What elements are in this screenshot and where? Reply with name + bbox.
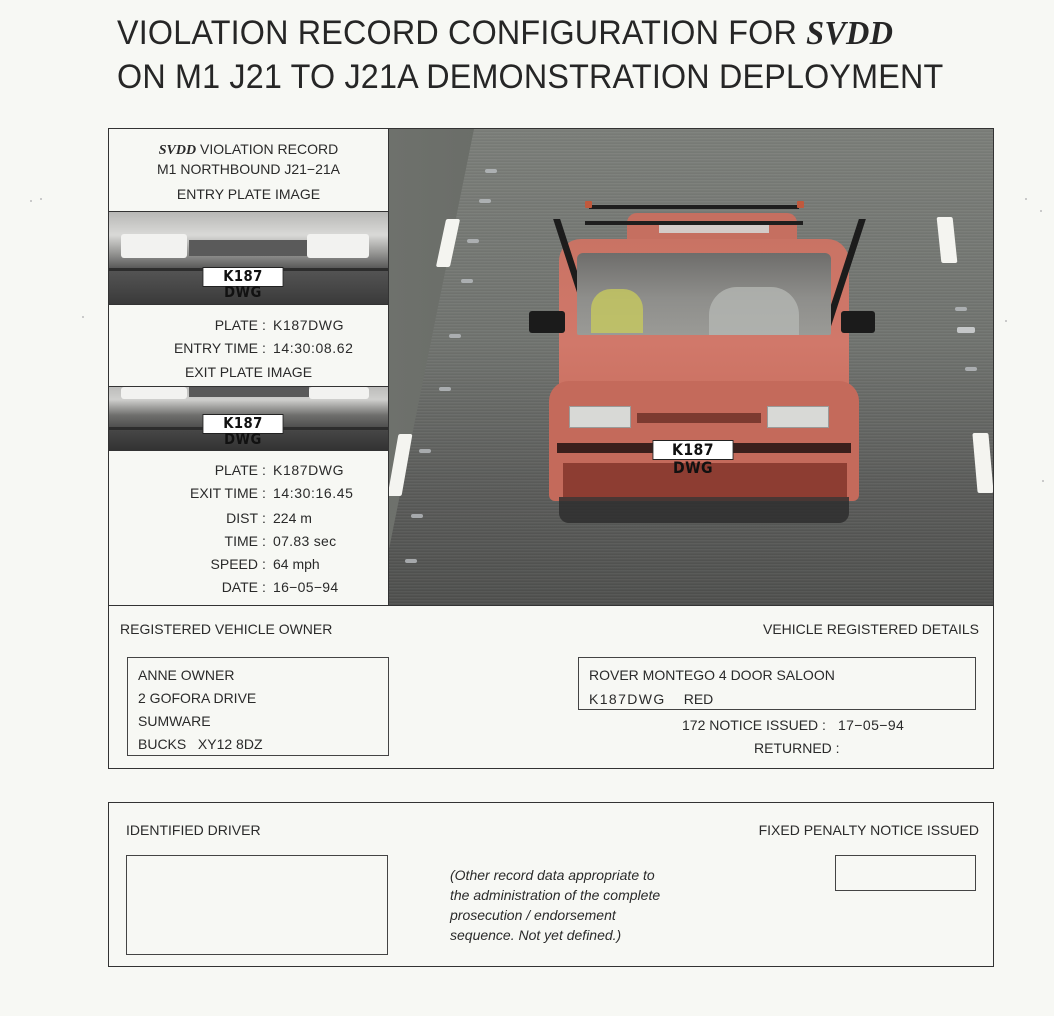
exit-plate-image: [109, 386, 388, 451]
colon: :: [262, 340, 266, 356]
headlamp-left: [121, 234, 187, 258]
owner-name: ANNE OWNER: [138, 667, 235, 683]
headlamp-right: [309, 387, 369, 399]
identified-driver-field[interactable]: [126, 855, 388, 955]
returned-row: [754, 740, 840, 756]
record-note: [450, 865, 660, 945]
exit-image-label: EXIT PLATE IMAGE: [184, 364, 313, 380]
date-value: 16−05−94: [273, 579, 339, 595]
road-stud: [485, 169, 497, 173]
note-line: the administration of the complete: [450, 887, 661, 903]
notice-issued-label: 172 NOTICE ISSUED :: [682, 717, 826, 733]
roof-rack-bar: [585, 221, 803, 225]
colon: :: [262, 510, 266, 526]
dist-value: 224 m: [273, 510, 312, 526]
notice-issued-row: [682, 717, 904, 733]
vehicle-details-box: [578, 657, 976, 710]
note-line: prosecution / endorsement: [450, 907, 616, 923]
roof-rack-end: [585, 201, 592, 208]
colon: :: [262, 579, 266, 595]
owner-section-label: REGISTERED VEHICLE OWNER: [120, 621, 333, 637]
entry-image-label: ENTRY PLATE IMAGE: [176, 186, 321, 202]
colon: :: [262, 533, 266, 549]
road-stud: [955, 307, 967, 311]
vehicle-section-label: VEHICLE REGISTERED DETAILS: [762, 621, 979, 637]
fpn-label: FIXED PENALTY NOTICE ISSUED: [758, 822, 979, 838]
colon: :: [262, 556, 266, 572]
grille: [189, 387, 309, 397]
exit-time-label: EXIT TIME: [190, 485, 258, 501]
record-title-text: VIOLATION RECORD: [196, 141, 339, 157]
fpn-issued-field[interactable]: [835, 855, 976, 891]
road-stud: [461, 279, 473, 283]
record-header: [109, 129, 388, 211]
red-car: [529, 201, 859, 521]
entry-time-value: 14:30:08.62: [273, 340, 354, 356]
lane-marking: [937, 217, 958, 263]
headlamp-left: [569, 406, 631, 428]
road-stud: [419, 449, 431, 453]
owner-county-postcode: BUCKS XY12 8DZ: [138, 736, 263, 752]
wing-mirror-right: [841, 311, 875, 333]
vehicle-model: ROVER MONTEGO 4 DOOR SALOON: [589, 667, 835, 683]
violation-record: [108, 128, 994, 769]
record-data-panel: [109, 129, 389, 606]
passenger-figure: [709, 287, 799, 335]
dist-label: DIST: [226, 510, 258, 526]
road-stud: [405, 559, 417, 563]
entry-plate-label: PLATE: [214, 317, 258, 333]
paper-speck: [82, 316, 84, 318]
grille: [189, 240, 307, 256]
owner-town: SUMWARE: [138, 713, 211, 729]
time-value: 07.83 sec: [273, 533, 337, 549]
page-title-line-1: [117, 14, 893, 53]
prosecution-record: [108, 802, 994, 967]
title-text: VIOLATION RECORD CONFIGURATION FOR: [117, 14, 807, 52]
colon: :: [262, 317, 266, 333]
paper-speck: [40, 198, 42, 200]
road-stud: [479, 199, 491, 203]
hard-shoulder: [389, 129, 509, 605]
date-label: DATE: [221, 579, 258, 595]
wing-mirror-left: [529, 311, 565, 333]
car-shadow: [559, 497, 849, 523]
exit-plate-label: PLATE: [214, 462, 258, 478]
notice-issued-value: 17−05−94: [837, 717, 905, 733]
paper-speck: [1040, 210, 1042, 212]
time-label: TIME: [224, 533, 258, 549]
owner-address-box: [127, 657, 389, 756]
car-grille: [637, 413, 761, 423]
headlamp-right: [767, 406, 829, 428]
road-stud: [467, 239, 479, 243]
note-line: (Other record data appropriate to: [450, 867, 655, 883]
car-number-plate: K187 DWG: [653, 440, 734, 460]
exit-time-value: 14:30:16.45: [273, 485, 354, 501]
colon: :: [262, 485, 266, 501]
lane-marking: [972, 433, 993, 493]
entry-time-label: ENTRY TIME: [173, 340, 258, 356]
speed-value: 64 mph: [273, 556, 320, 572]
headlamp-right: [307, 234, 369, 258]
entry-plate-text: K187 DWG: [203, 267, 284, 287]
road-stud: [957, 327, 975, 333]
driver-figure: [591, 289, 643, 333]
vehicle-colour: RED: [683, 691, 714, 707]
svdd-brand: SVDD: [158, 143, 197, 158]
record-title: [109, 140, 388, 160]
vehicle-reg-colour: [589, 691, 713, 707]
exit-plate-value: K187DWG: [273, 462, 345, 478]
headlamp-left: [121, 387, 187, 399]
road-stud: [965, 367, 977, 371]
page-title-line-2: ON M1 J21 TO J21A DEMONSTRATION DEPLOYMENT: [117, 58, 944, 96]
record-location: M1 NORTHBOUND J21−21A: [157, 161, 340, 177]
paper-speck: [30, 200, 32, 202]
returned-label: RETURNED :: [754, 740, 840, 756]
vehicle-reg: K187DWG: [589, 691, 666, 707]
paper-speck: [1005, 320, 1007, 322]
identified-driver-label: IDENTIFIED DRIVER: [126, 822, 261, 838]
vehicle-photo: [389, 129, 993, 606]
entry-plate-image: [109, 211, 388, 305]
exit-plate-text: K187 DWG: [203, 414, 284, 434]
road-stud: [449, 334, 461, 338]
paper-speck: [1042, 480, 1044, 482]
road-stud: [439, 387, 451, 391]
paper-speck: [1025, 198, 1027, 200]
colon: :: [262, 462, 266, 478]
road-stud: [411, 514, 423, 518]
owner-address-line: 2 GOFORA DRIVE: [138, 690, 257, 706]
entry-plate-value: K187DWG: [273, 317, 345, 333]
roof-rack-bar: [589, 205, 799, 209]
speed-label: SPEED: [210, 556, 258, 572]
roof-rack-end: [797, 201, 804, 208]
note-line: sequence. Not yet defined.): [450, 927, 622, 943]
svdd-brand: SVDD: [806, 15, 894, 52]
